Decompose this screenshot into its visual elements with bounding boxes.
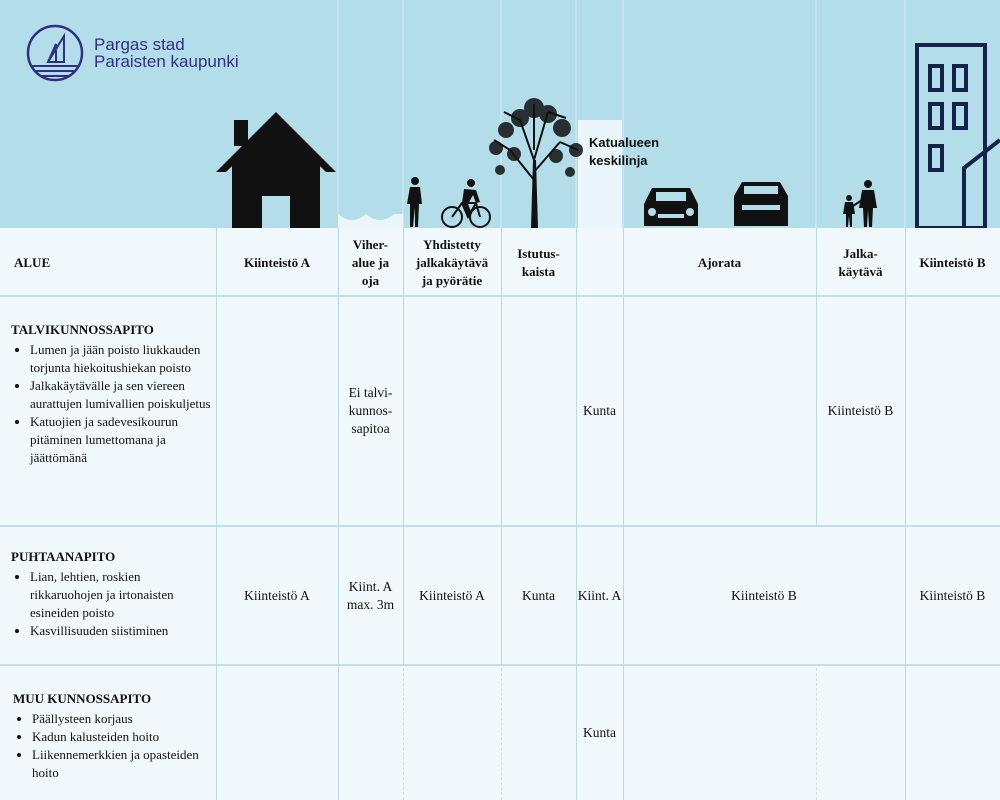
list-item: • Lian, lehtien, roskien rikkaruohojen ja irtonaisten esineiden poisto — [30, 568, 211, 622]
cell-talvi-kunta: Kunta — [583, 403, 616, 418]
center-line-label: Katualueen keskilinja — [589, 135, 660, 168]
cell-puhtaana-yhdistetty: Kiinteistö A — [419, 587, 485, 603]
cell-talvi-viheralue: Ei talvi- kunnos- sapitoa — [348, 385, 393, 436]
header-alue: ALUE — [14, 254, 51, 270]
illustration-band — [0, 0, 1000, 228]
list-item: • Päällysteen korjaus — [32, 710, 213, 728]
header-ajorata: Ajorata — [697, 254, 742, 270]
header-istutuskaista: Istutus- kaista — [517, 245, 560, 279]
list-item: • Kasvillisuuden siistiminen — [30, 622, 211, 640]
cell-puhtaana-istutuskaista: Kunta — [522, 587, 555, 603]
row-muu-description — [13, 690, 213, 782]
cell-puhtaana-kiinteisto-b: Kiinteistö B — [919, 587, 986, 603]
ditch-shape — [338, 214, 403, 228]
family-icon — [843, 180, 877, 227]
row-talvi-title: TALVIKUNNOSSAPITO — [11, 322, 154, 337]
building-icon — [917, 45, 1000, 228]
row-talvi-description — [11, 321, 211, 467]
row-muu-title: MUU KUNNOSSAPITO — [13, 691, 152, 706]
list-item: • Kadun kalusteiden hoito — [32, 728, 213, 746]
cell-puhtaana-ajorata-jalkakaytava: Kiinteistö B — [731, 587, 797, 603]
header-jalkakaytava: Jalka- käytävä — [838, 245, 883, 279]
list-item: • Liikennemerkkien ja opasteiden hoito — [32, 746, 213, 782]
list-item: • Katuojien ja sadevesikourun pitäminen lumettomana ja jäättömänä — [30, 413, 211, 467]
header-kiinteisto-a: Kiinteistö A — [243, 254, 311, 270]
header-kiinteisto-b: Kiinteistö B — [919, 254, 986, 270]
car-icon — [734, 182, 788, 226]
row-puhtaana-description — [11, 548, 211, 640]
logo-text — [94, 36, 239, 70]
header-yhdistetty: Yhdistetty jalkakäytävä ja pyörätie — [415, 236, 489, 288]
list-item: • Jalkakäytävälle ja sen viereen aurattujen lumivallien poiskuljetus — [30, 377, 211, 413]
pedestrian-icon — [407, 177, 422, 227]
sailboat-logo-icon — [26, 24, 86, 84]
header-keskilinja — [576, 228, 623, 297]
cell-puhtaana-keskilinja: Kiint. A — [577, 587, 622, 603]
cell-puhtaana-kiinteisto-a: Kiinteistö A — [244, 587, 310, 603]
row-puhtaana-title: PUHTAANAPITO — [11, 549, 116, 564]
list-item: • Lumen ja jään poisto liukkauden torjunta hiekoitushiekan poisto — [30, 341, 211, 377]
cell-puhtaana-viheralue: Kiint. A max. 3m — [346, 578, 395, 612]
maintenance-table — [0, 228, 1000, 800]
cell-talvi-jalkakaytava: Kiinteistö B — [827, 403, 894, 418]
logo-line-2: Paraisten kaupunki — [94, 52, 239, 71]
car-icon — [644, 188, 698, 226]
tree-icon — [489, 98, 583, 228]
logo-line-1: Pargas stad — [94, 35, 185, 54]
cell-muu-kunta: Kunta — [583, 725, 616, 740]
header-viheralue: Viher- alue ja oja — [351, 236, 390, 288]
